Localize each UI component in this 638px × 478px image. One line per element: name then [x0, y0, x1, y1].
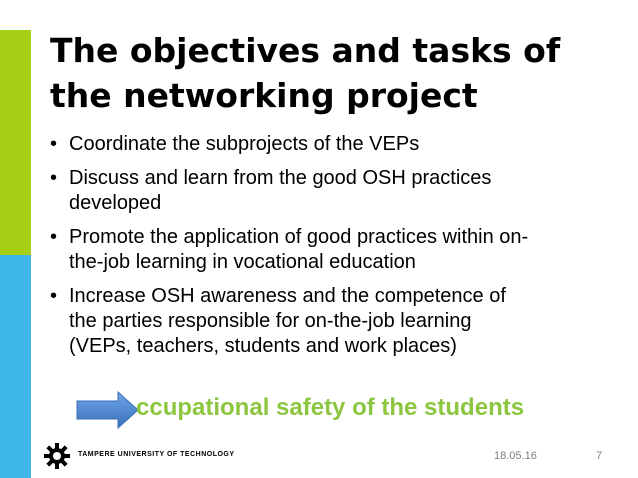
bullet-item-coordinate: [50, 132, 610, 157]
bullet-item-promote: [50, 225, 610, 275]
bullet-line: Promote the application of good practices within on-: [69, 226, 529, 248]
gear-logo-icon: [44, 443, 70, 469]
bullet-line: the-job learning in vocational education: [69, 251, 416, 273]
bullet-line: Increase OSH awareness and the competence of: [69, 285, 506, 307]
bullet-item-discuss: [50, 166, 610, 216]
bullet-dot: •: [50, 285, 58, 307]
footer-organization: TAMPERE UNIVERSITY OF TECHNOLOGY: [78, 451, 235, 458]
bullet-dot: •: [50, 133, 58, 155]
bullet-line: developed: [69, 192, 162, 214]
right-arrow-icon: [76, 390, 140, 430]
slide-title-line-2: the networking project: [50, 76, 478, 115]
left-bar-top: [0, 0, 31, 30]
bullet-line: Coordinate the subprojects of the VEPs: [69, 133, 420, 155]
slide-title: [50, 28, 610, 118]
left-bar-green: [0, 30, 31, 255]
bullet-item-increase: [50, 284, 610, 359]
bullet-line: (VEPs, teachers, students and work places): [69, 335, 457, 357]
left-bar-blue: [0, 255, 31, 478]
footer-date: 18.05.16: [494, 450, 537, 462]
bullet-line: Discuss and learn from the good OSH practices: [69, 167, 492, 189]
bullet-dot: •: [50, 226, 58, 248]
slide-title-line-1: The objectives and tasks of: [50, 31, 561, 70]
page-number: 7: [596, 450, 603, 462]
bullet-list: [50, 132, 610, 368]
bullet-dot: •: [50, 167, 58, 189]
bullet-line: the parties responsible for on-the-job learning: [69, 310, 472, 332]
highlight-text: ccupational safety of the students: [136, 394, 525, 421]
